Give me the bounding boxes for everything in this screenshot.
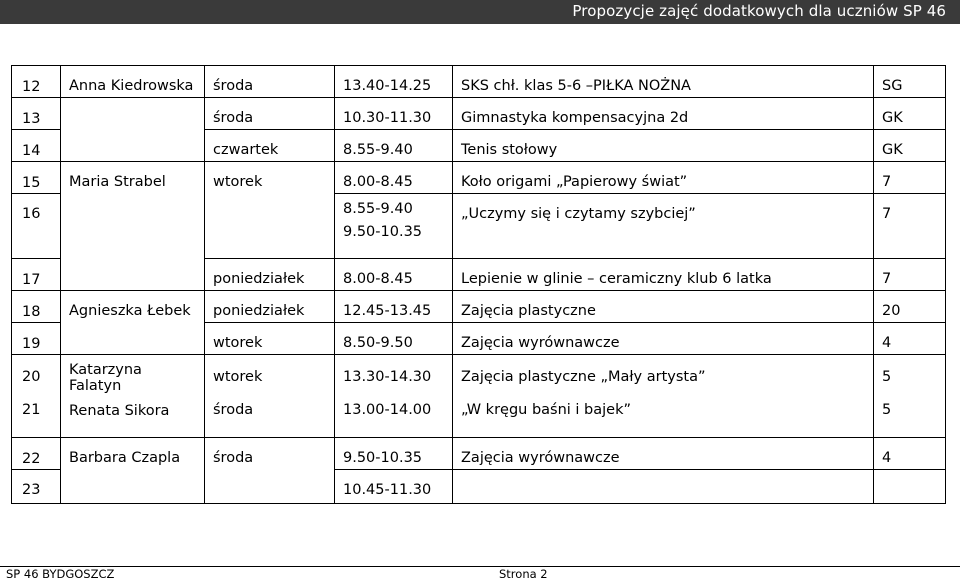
time-line: 9.50-10.35 [343, 224, 423, 240]
activity-cell: Zajęcia plastyczne [453, 291, 874, 323]
day-cell: czwartek [205, 130, 335, 162]
row-number: 17 [12, 259, 61, 291]
teacher-name: Maria Strabel [61, 162, 205, 291]
day-cell: wtorek [205, 162, 335, 259]
row-number: 15 [12, 162, 61, 194]
day-cell: wtorek [205, 355, 335, 389]
table-row [12, 355, 946, 389]
teacher-name: Falatyn [69, 378, 122, 394]
day-cell: poniedziałek [205, 259, 335, 291]
activity-cell: Tenis stołowy [453, 130, 874, 162]
room-cell: SG [874, 66, 946, 98]
day-cell: środa [205, 66, 335, 98]
row-number: 12 [12, 66, 61, 98]
table-row [12, 66, 946, 98]
activity-cell: Zajęcia plastyczne „Mały artysta” [453, 355, 874, 389]
room-cell: 20 [874, 291, 946, 323]
time-cell: 9.50-10.35 [335, 438, 453, 470]
time-cell: 8.55-9.40 [335, 130, 453, 162]
activity-cell [453, 470, 874, 504]
row-number: 18 [12, 291, 61, 323]
time-cell: 8.00-8.45 [335, 259, 453, 291]
table-row [12, 291, 946, 323]
activity-cell: Zajęcia wyrównawcze [453, 323, 874, 355]
time-line: 8.55-9.40 [343, 201, 413, 217]
row-number: 13 [12, 98, 61, 130]
table-row [12, 162, 946, 194]
day-cell: środa [205, 438, 335, 504]
row-number: 22 [12, 438, 61, 470]
time-cell [335, 194, 453, 259]
activity-cell: Zajęcia wyrównawcze [453, 438, 874, 470]
teacher-name: Renata Sikora [69, 403, 170, 419]
time-cell: 10.30-11.30 [335, 98, 453, 130]
day-cell: środa [205, 389, 335, 438]
activity-cell: „Uczymy się i czytamy szybciej” [453, 194, 874, 259]
activity-cell: Lepienie w glinie – ceramiczny klub 6 latka [453, 259, 874, 291]
row-number: 16 [12, 194, 61, 259]
time-cell: 10.45-11.30 [335, 470, 453, 504]
row-number: 23 [12, 470, 61, 504]
row-number: 21 [12, 389, 61, 438]
day-cell: środa [205, 98, 335, 130]
room-cell: GK [874, 98, 946, 130]
time-cell: 12.45-13.45 [335, 291, 453, 323]
room-cell: 4 [874, 438, 946, 470]
page-header [0, 0, 960, 24]
row-number: 19 [12, 323, 61, 355]
footer-divider [0, 566, 960, 567]
row-number: 20 [12, 355, 61, 389]
day-cell: wtorek [205, 323, 335, 355]
schedule-table [11, 65, 946, 504]
footer-page-number: Strona 2 [499, 567, 548, 581]
teacher-name [61, 98, 205, 162]
activity-cell: Gimnastyka kompensacyjna 2d [453, 98, 874, 130]
time-cell: 13.00-14.00 [335, 389, 453, 438]
room-cell: 7 [874, 259, 946, 291]
teacher-name: Barbara Czapla [61, 438, 205, 504]
teacher-name: Katarzyna [69, 362, 142, 378]
teacher-name: Agnieszka Łebek [61, 291, 205, 355]
row-number: 14 [12, 130, 61, 162]
activity-cell: „W kręgu baśni i bajek” [453, 389, 874, 438]
time-cell: 13.40-14.25 [335, 66, 453, 98]
page-title: Propozycje zajęć dodatkowych dla uczniów SP 46 [572, 2, 946, 20]
table-row [12, 438, 946, 470]
room-cell: GK [874, 130, 946, 162]
room-cell: 7 [874, 194, 946, 259]
room-cell [874, 470, 946, 504]
activity-cell: Koło origami „Papierowy świat” [453, 162, 874, 194]
room-cell: 4 [874, 323, 946, 355]
time-cell: 8.50-9.50 [335, 323, 453, 355]
teacher-name-group [61, 355, 205, 438]
room-cell: 7 [874, 162, 946, 194]
room-cell: 5 [874, 355, 946, 389]
table-row [12, 98, 946, 130]
activity-cell: SKS chł. klas 5-6 –PIŁKA NOŻNA [453, 66, 874, 98]
time-cell: 8.00-8.45 [335, 162, 453, 194]
time-cell: 13.30-14.30 [335, 355, 453, 389]
room-cell: 5 [874, 389, 946, 438]
day-cell: poniedziałek [205, 291, 335, 323]
teacher-name: Anna Kiedrowska [61, 66, 205, 98]
footer-school: SP 46 BYDGOSZCZ [6, 567, 115, 581]
